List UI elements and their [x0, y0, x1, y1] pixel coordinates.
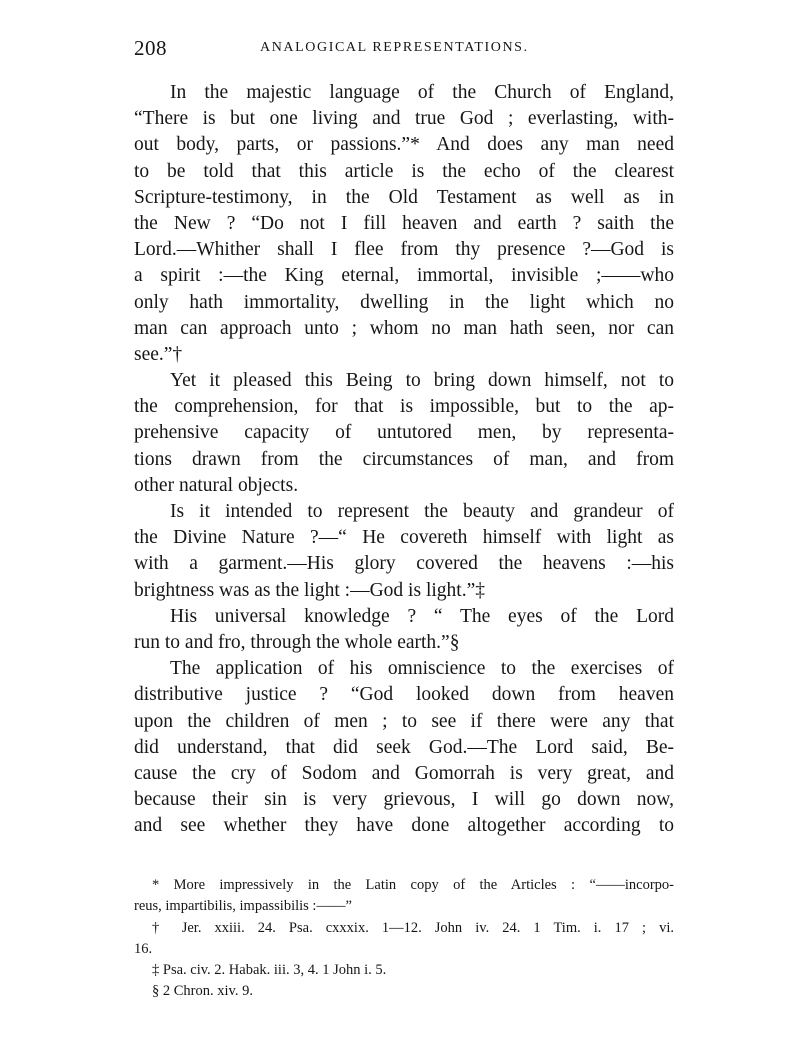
- body-line: a spirit :—the King eternal, immortal, invisible ;——who: [134, 265, 674, 287]
- body-line: with a garment.—His glory covered the heavens :—his: [134, 553, 674, 575]
- body-line: the comprehension, for that is impossible, but to the ap-: [134, 396, 674, 418]
- body-line: In the majestic language of the Church of England,: [170, 82, 674, 103]
- body-line: to be told that this article is the echo of the clearest: [134, 160, 674, 182]
- footnotes: [134, 875, 674, 1003]
- footnote-line: ‡ Psa. civ. 2. Habak. iii. 3, 4. 1 John i. 5.: [152, 962, 387, 979]
- body-line: because their sin is very grievous, I will go down now,: [134, 789, 674, 811]
- page-number: 208: [134, 36, 167, 60]
- body-text: [134, 80, 674, 839]
- body-line: the New ? “Do not I fill heaven and earth ? saith the: [134, 212, 674, 234]
- body-line: did understand, that did seek God.—The Lord said, Be-: [134, 736, 674, 758]
- body-line: the Divine Nature ?—“ He covereth himself with light as: [134, 527, 674, 549]
- body-line: and see whether they have done altogether according to: [134, 815, 674, 837]
- body-line: cause the cry of Sodom and Gomorrah is very great, and: [134, 762, 674, 784]
- footnote-line: § 2 Chron. xiv. 9.: [152, 983, 253, 1000]
- footnote-line: † Jer. xxiii. 24. Psa. cxxxix. 1—12. John iv. 24. 1 Tim. i. 17 ; vi.: [152, 919, 674, 936]
- running-title: ANALOGICAL REPRESENTATIONS.: [260, 40, 529, 55]
- body-line: other natural objects.: [134, 474, 299, 496]
- body-line: Lord.—Whither shall I flee from thy presence ?—God is: [134, 239, 674, 261]
- body-line: only hath immortality, dwelling in the light which no: [134, 291, 674, 313]
- body-line: out body, parts, or passions.”* And does any man need: [134, 134, 674, 156]
- body-line: Scripture-testimony, in the Old Testament as well as in: [134, 186, 674, 208]
- body-line: Is it intended to represent the beauty and grandeur of: [170, 501, 674, 522]
- body-line: tions drawn from the circumstances of man, and from: [134, 448, 674, 470]
- body-line: upon the children of men ; to see if there were any that: [134, 710, 674, 732]
- footnote-line: 16.: [134, 940, 153, 957]
- body-line: Yet it pleased this Being to bring down himself, not to: [170, 370, 674, 392]
- footnote-line: * More impressively in the Latin copy of the Articles : “——incorpo-: [152, 877, 674, 893]
- body-line: prehensive capacity of untutored men, by representa-: [134, 422, 674, 444]
- body-line: run to and fro, through the whole earth.”§: [134, 631, 460, 653]
- body-line: see.”†: [134, 343, 183, 365]
- body-line: brightness was as the light :—God is light.”‡: [134, 579, 485, 601]
- running-head: [134, 36, 674, 66]
- body-line: “There is but one living and true God ; everlasting, with-: [134, 108, 674, 130]
- footnote-line: reus, impartibilis, impassibilis :——”: [134, 898, 352, 915]
- body-line: distributive justice ? “God looked down from heaven: [134, 684, 674, 706]
- body-line: The application of his omniscience to the exercises of: [170, 658, 674, 680]
- body-line: man can approach unto ; whom no man hath seen, nor can: [134, 317, 674, 339]
- body-line: His universal knowledge ? “ The eyes of the Lord: [170, 605, 674, 627]
